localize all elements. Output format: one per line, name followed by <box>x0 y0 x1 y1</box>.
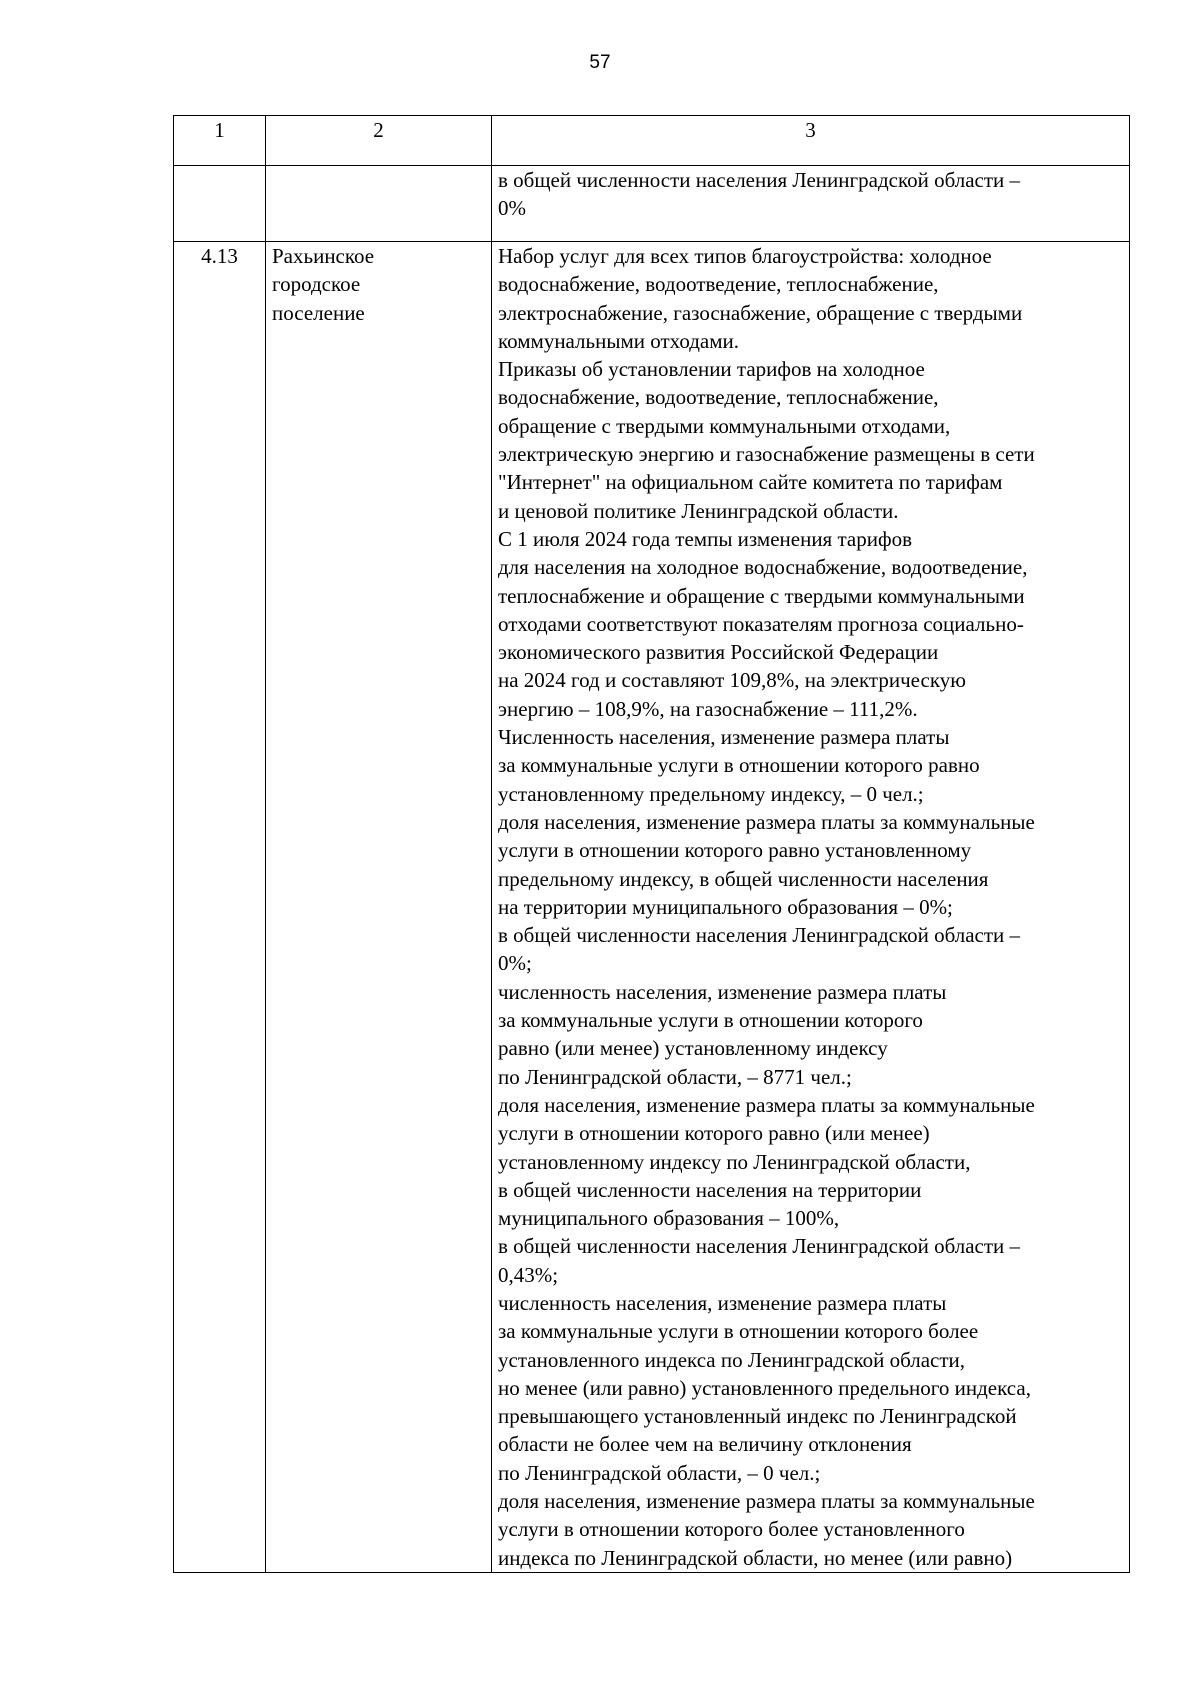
column-header-1: 1 <box>174 116 266 166</box>
text-line: услуги в отношении которого равно (или менее) <box>498 1121 930 1146</box>
text-line: электрическую энергию и газоснабжение размещены в сети <box>498 442 1035 467</box>
text-line: 0% <box>498 196 526 221</box>
text-line: водоснабжение, водоотведение, теплоснабжение, <box>498 385 939 410</box>
text-line: коммунальными отходами. <box>498 328 740 353</box>
text-line: в общей численности населения на территории <box>498 1177 922 1202</box>
text-line: по Ленинградской области, – 0 чел.; <box>498 1460 821 1485</box>
table-row-continuation <box>174 166 1130 242</box>
row-number-cell: 4.13 <box>174 242 266 1573</box>
municipality-name-line: Рахьинское <box>272 244 375 268</box>
text-line: доля населения, изменение размера платы за коммунальные <box>498 1489 1035 1514</box>
text-line: экономического развития Российской Федерации <box>498 640 939 665</box>
text-line: муниципального образования – 100%, <box>498 1206 840 1231</box>
text-line: численность населения, изменение размера платы <box>498 1290 947 1315</box>
text-line: области не более чем на величину отклонения <box>498 1432 912 1457</box>
text-line: 0%; <box>498 951 532 976</box>
text-line: отходами соответствуют показателям прогноза социально- <box>498 611 1024 636</box>
text-line: в общей численности населения Ленинградской области – <box>498 168 1021 192</box>
text-line: но менее (или равно) установленного предельного индекса, <box>498 1375 1031 1400</box>
text-line: Численность населения, изменение размера платы <box>498 725 950 750</box>
text-line: установленному индексу по Ленинградской области, <box>498 1149 971 1174</box>
text-line: равно (или менее) установленному индексу <box>498 1036 888 1061</box>
text-line: в общей численности населения Ленинградской области – <box>498 1234 1021 1259</box>
text-line: теплоснабжение и обращение с твердыми коммунальными <box>498 583 1025 608</box>
text-line: установленному предельному индексу, – 0 чел.; <box>498 781 924 806</box>
table-row-4-13 <box>174 242 1130 1573</box>
description-cell <box>492 166 1130 242</box>
municipality-cell <box>266 166 492 242</box>
text-line: за коммунальные услуги в отношении которого равно <box>498 753 980 778</box>
description-cell <box>492 242 1130 1573</box>
text-line: на территории муниципального образования – 0%; <box>498 894 953 919</box>
text-line: услуги в отношении которого равно установленному <box>498 838 972 863</box>
text-line: за коммунальные услуги в отношении которого более <box>498 1319 979 1344</box>
text-line: С 1 июля 2024 года темпы изменения тарифов <box>498 526 912 551</box>
text-line: предельному индексу, в общей численности населения <box>498 866 989 891</box>
services-table <box>173 115 1130 1573</box>
page-number: 57 <box>589 52 611 73</box>
text-line: превышающего установленный индекс по Ленинградской <box>498 1404 1017 1429</box>
text-line: индекса по Ленинградской области, но менее (или равно) <box>498 1545 1013 1570</box>
text-line: 0,43%; <box>498 1262 559 1287</box>
table-header-row <box>174 116 1130 166</box>
text-line: и ценовой политике Ленинградской области. <box>498 498 899 523</box>
text-line: энергию – 108,9%, на газоснабжение – 111,2%. <box>498 696 918 721</box>
municipality-cell <box>266 242 492 1573</box>
text-line: по Ленинградской области, – 8771 чел.; <box>498 1064 852 1089</box>
text-line: для населения на холодное водоснабжение, водоотведение, <box>498 555 1028 580</box>
text-line: Набор услуг для всех типов благоустройства: холодное <box>498 244 992 268</box>
text-line: услуги в отношении которого более установленного <box>498 1517 965 1542</box>
column-header-2: 2 <box>266 116 492 166</box>
text-line: установленного индекса по Ленинградской области, <box>498 1347 966 1372</box>
municipality-name-line: городское <box>272 272 361 297</box>
column-header-3: 3 <box>492 116 1130 166</box>
text-line: водоснабжение, водоотведение, теплоснабжение, <box>498 272 939 297</box>
text-line: за коммунальные услуги в отношении которого <box>498 1008 923 1033</box>
text-line: доля населения, изменение размера платы за коммунальные <box>498 1092 1035 1117</box>
text-line: обращение с твердыми коммунальными отходами, <box>498 413 951 438</box>
municipality-name-line: поселение <box>272 300 365 325</box>
text-line: численность населения, изменение размера платы <box>498 979 947 1004</box>
text-line: электроснабжение, газоснабжение, обращение с твердыми <box>498 300 1023 325</box>
text-line: "Интернет" на официальном сайте комитета по тарифам <box>498 470 1003 495</box>
text-line: Приказы об установлении тарифов на холодное <box>498 357 925 382</box>
text-line: на 2024 год и составляют 109,8%, на электрическую <box>498 668 966 693</box>
text-line: доля населения, изменение размера платы за коммунальные <box>498 809 1035 834</box>
row-number-cell <box>174 166 266 242</box>
text-line: в общей численности населения Ленинградской области – <box>498 923 1021 948</box>
